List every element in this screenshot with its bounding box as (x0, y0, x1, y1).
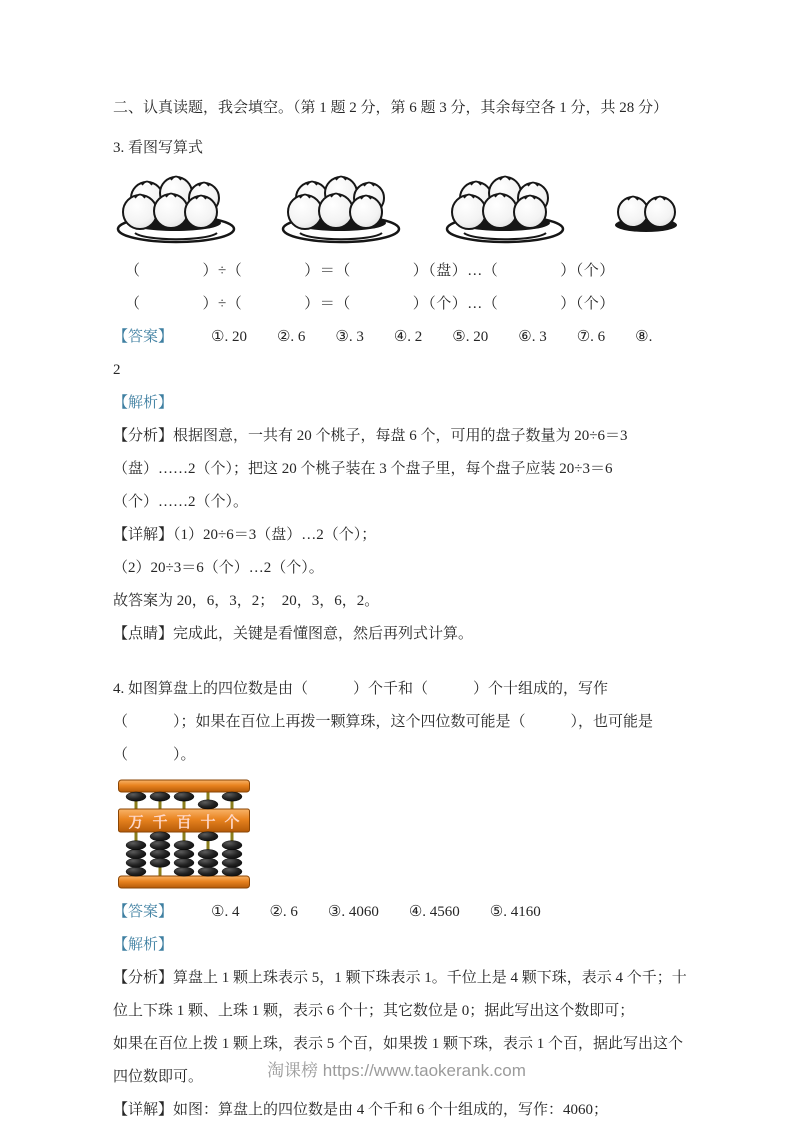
q4-jiexi-line (113, 929, 687, 962)
svg-text:千: 千 (152, 815, 168, 831)
svg-text:万: 万 (128, 815, 144, 831)
plate-figure-1 (113, 165, 241, 252)
peaches-pair-figure (607, 165, 685, 252)
section-header: 二、认真读题，我会填空。（第 1 题 2 分，第 6 题 3 分，其余每空各 1 分，共 28 分） (113, 100, 669, 116)
q4-jiexi-label: 【解析】 (113, 937, 174, 953)
q4-answer-items: ①. 4 ②. 6 ③. 4060 ④. 4560 ⑤. 4160 (211, 904, 541, 920)
q3-tip: 【点睛】完成此，关键是看懂图意，然后再列式计算。 (113, 626, 474, 642)
q3-detail-1: 【详解】（1）20÷6＝3（盘）…2（个）； (113, 527, 377, 543)
q4-figure-abacus (118, 779, 687, 891)
q3-conclusion: 故答案为 20，6，3，2； 20，3，6，2。 (113, 593, 380, 609)
q3-figure-plates (113, 170, 685, 252)
q3-answer-overflow: 2 (113, 362, 121, 378)
svg-text:百: 百 (176, 815, 192, 831)
q3-answer-items: ①. 20 ②. 6 ③. 3 ④. 2 ⑤. 20 ⑥. 3 ⑦. 6 ⑧. (211, 329, 653, 345)
svg-text:十: 十 (200, 815, 216, 831)
q3-jiexi-label: 【解析】 (113, 395, 174, 411)
q3-equation-2: （ ）÷（ ）＝（ ）（个）…（ ）（个） (125, 296, 615, 312)
q4-detail: 【详解】如图：算盘上的四位数是由 4 个千和 6 个十组成的，写作：4060； (113, 1102, 609, 1118)
plate-figure-2 (278, 165, 406, 252)
q3-detail-2: （2）20÷3＝6（个）…2（个）。 (113, 560, 324, 576)
q4-analysis-2: 如果在百位上拨 1 颗上珠，表示 5 个百，如果拨 1 颗下珠，表示 1 个百，据此写出这个四位数即可。 (113, 1036, 684, 1085)
q4-text: 4. 如图算盘上的四位数是由（ ）个千和（ ）个十组成的，写作（ ）；如果在百位上再拨一颗算珠，这个四位数可能是（ ），也可能是（ ）。 (113, 681, 654, 763)
q4-analysis-1: 【分析】算盘上 1 颗上珠表示 5，1 颗下珠表示 1。千位上是 4 颗下珠，表示 4 个千；十位上下珠 1 颗、上珠 1 颗，表示 6 个十；其它数位是 0；据此写出这个数即可； (113, 970, 687, 1019)
footer-watermark: 淘课榜 https://www.taokerank.com (267, 1061, 526, 1080)
q4-answer-line (113, 896, 687, 929)
svg-text:个: 个 (224, 815, 240, 831)
abacus-figure (118, 815, 250, 893)
q3-answer-line (113, 321, 687, 354)
q3-jiexi-line (113, 387, 687, 420)
q3-analysis: 【分析】根据图意，一共有 20 个桃子，每盘 6 个，可用的盘子数量为 20÷6＝3（盘）……2（个）；把这 20 个桃子装在 3 个盘子里，每个盘子应装 20÷3＝6（个）……2（个）。 (113, 428, 628, 510)
q3-answer-label: 【答案】 (113, 329, 174, 345)
q3-title: 3. 看图写算式 (113, 140, 204, 156)
q3-equation-1: （ ）÷（ ）＝（ ）（盘）…（ ）（个） (125, 263, 615, 279)
q4-answer-label: 【答案】 (113, 904, 174, 920)
plate-figure-3 (442, 165, 570, 252)
